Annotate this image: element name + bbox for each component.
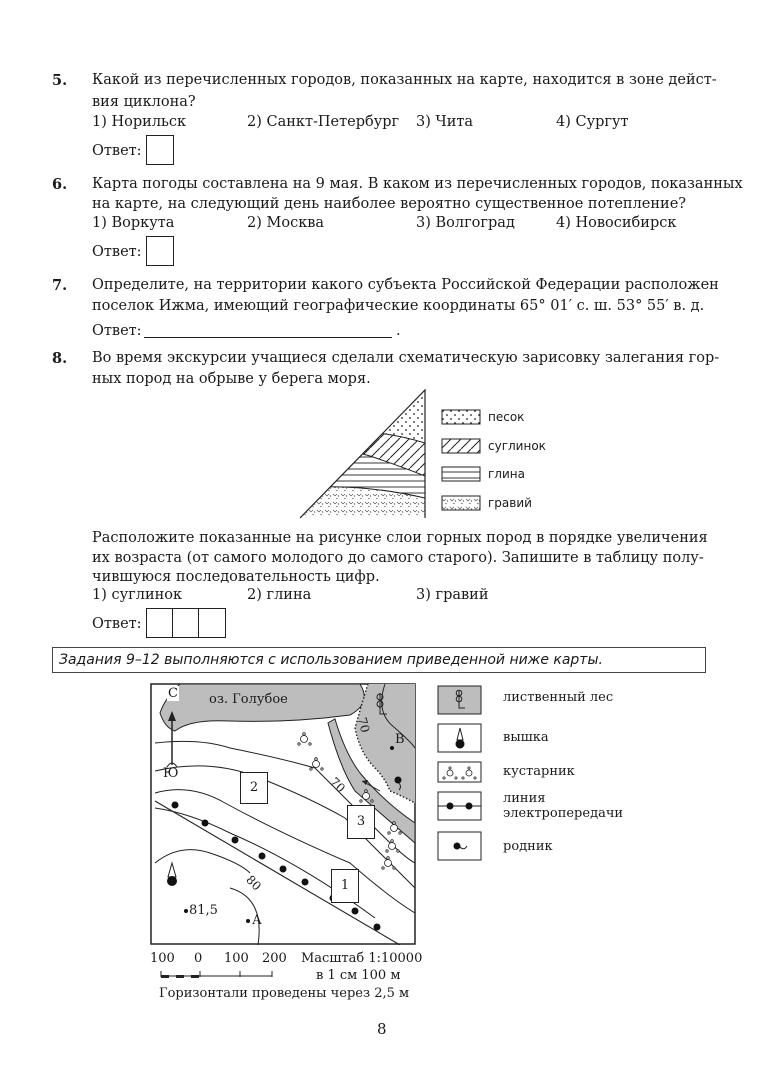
option-3: 3) Чита: [416, 114, 474, 130]
legend-gravel: гравий: [488, 496, 532, 510]
legend-tower: вышка: [503, 730, 549, 745]
site-3: 3: [347, 805, 375, 839]
option-3: 3) Волгоград: [416, 215, 515, 231]
instruction-text: их возраста (от самого молодого до самого старого). Запишите в таблицу полу-: [92, 550, 704, 566]
north-label: С: [168, 686, 178, 701]
question-number: 6.: [52, 176, 68, 193]
answer-input-line[interactable]: [144, 337, 392, 338]
answer-label: Ответ:: [92, 323, 142, 339]
question-text: Во время экскурсии учащиеся сделали схематическую зарисовку залегания гор-: [92, 350, 720, 366]
legend-power-line: электропередачи: [503, 806, 624, 821]
map-legend-swatches: [437, 685, 483, 865]
question-number: 5.: [52, 72, 68, 89]
point-a-label: А: [252, 913, 262, 928]
question-text: вия циклона?: [92, 94, 196, 110]
tasks-banner: Задания 9–12 выполняются с использованием приведенной ниже карты.: [52, 647, 706, 673]
option-2: 2) глина: [247, 587, 312, 603]
option-4: 4) Сургут: [556, 114, 629, 130]
contour-label-70: 70: [354, 715, 373, 735]
option-4: 4) Новосибирск: [556, 215, 677, 231]
option-2: 2) Санкт-Петербург: [247, 114, 400, 130]
option-1: 1) Воркута: [92, 215, 175, 231]
scale-tick: 0: [194, 951, 203, 966]
scale-tick: 100: [150, 951, 175, 966]
question-text: на карте, на следующий день наиболее вероятно существенное потепление?: [92, 196, 687, 212]
question-text: поселок Ижма, имеющий географические координаты 65° 01′ с. ш. 53° 55′ в. д.: [92, 298, 705, 314]
site-1: 1: [331, 869, 359, 903]
rock-layers-diagram: [300, 388, 430, 520]
scale-bar: [160, 968, 280, 980]
elevation-label: 81,5: [189, 903, 218, 918]
scale-tick: 100: [224, 951, 249, 966]
contour-label-80: 80: [243, 872, 264, 894]
legend-shrub: кустарник: [503, 764, 575, 779]
legend-sand: песок: [488, 410, 525, 424]
answer-period: .: [396, 323, 401, 339]
answer-box[interactable]: [146, 236, 174, 266]
answer-box[interactable]: [146, 135, 174, 165]
option-1: 1) суглинок: [92, 587, 183, 603]
page-number: 8: [377, 1020, 387, 1038]
option-2: 2) Москва: [247, 215, 325, 231]
south-label: Ю: [163, 766, 179, 781]
question-text: ных пород на обрыве у берега моря.: [92, 371, 371, 387]
question-number: 7.: [52, 277, 68, 294]
question-number: 8.: [52, 350, 68, 367]
legend-loam: суглинок: [488, 439, 546, 453]
contour-interval: Горизонтали проведены через 2,5 м: [159, 986, 410, 1001]
legend-clay: глина: [488, 467, 525, 481]
option-3: 3) гравий: [416, 587, 489, 603]
answer-label: Ответ:: [92, 616, 142, 632]
answer-label: Ответ:: [92, 244, 142, 260]
scale-title: Масштаб 1:10000: [301, 951, 423, 966]
question-text: Какой из перечисленных городов, показанных на карте, находится в зоне дейст-: [92, 72, 717, 88]
site-2: 2: [240, 772, 268, 804]
answer-cell-2[interactable]: [172, 608, 200, 638]
rock-legend-swatches: [441, 409, 483, 513]
instruction-text: Расположите показанные на рисунке слои горных пород в порядке увеличения: [92, 530, 708, 546]
answer-label: Ответ:: [92, 143, 142, 159]
answer-cell-3[interactable]: [198, 608, 226, 638]
question-text: Определите, на территории какого субъекта Российской Федерации расположен: [92, 277, 719, 293]
question-text: Карта погоды составлена на 9 мая. В каком из перечисленных городов, показанных: [92, 176, 743, 192]
lake-label: оз. Голубое: [209, 692, 288, 707]
answer-cell-1[interactable]: [146, 608, 174, 638]
point-b-label: В: [395, 732, 405, 747]
contour-label-70: 70: [327, 774, 348, 796]
option-1: 1) Норильск: [92, 114, 187, 130]
legend-deciduous-forest: лиственный лес: [503, 690, 614, 705]
scale-sub: в 1 см 100 м: [316, 968, 401, 983]
instruction-text: чившуюся последовательность цифр.: [92, 569, 380, 585]
scale-tick: 200: [262, 951, 287, 966]
legend-spring: родник: [503, 839, 553, 854]
legend-power-line: линия: [503, 791, 546, 806]
